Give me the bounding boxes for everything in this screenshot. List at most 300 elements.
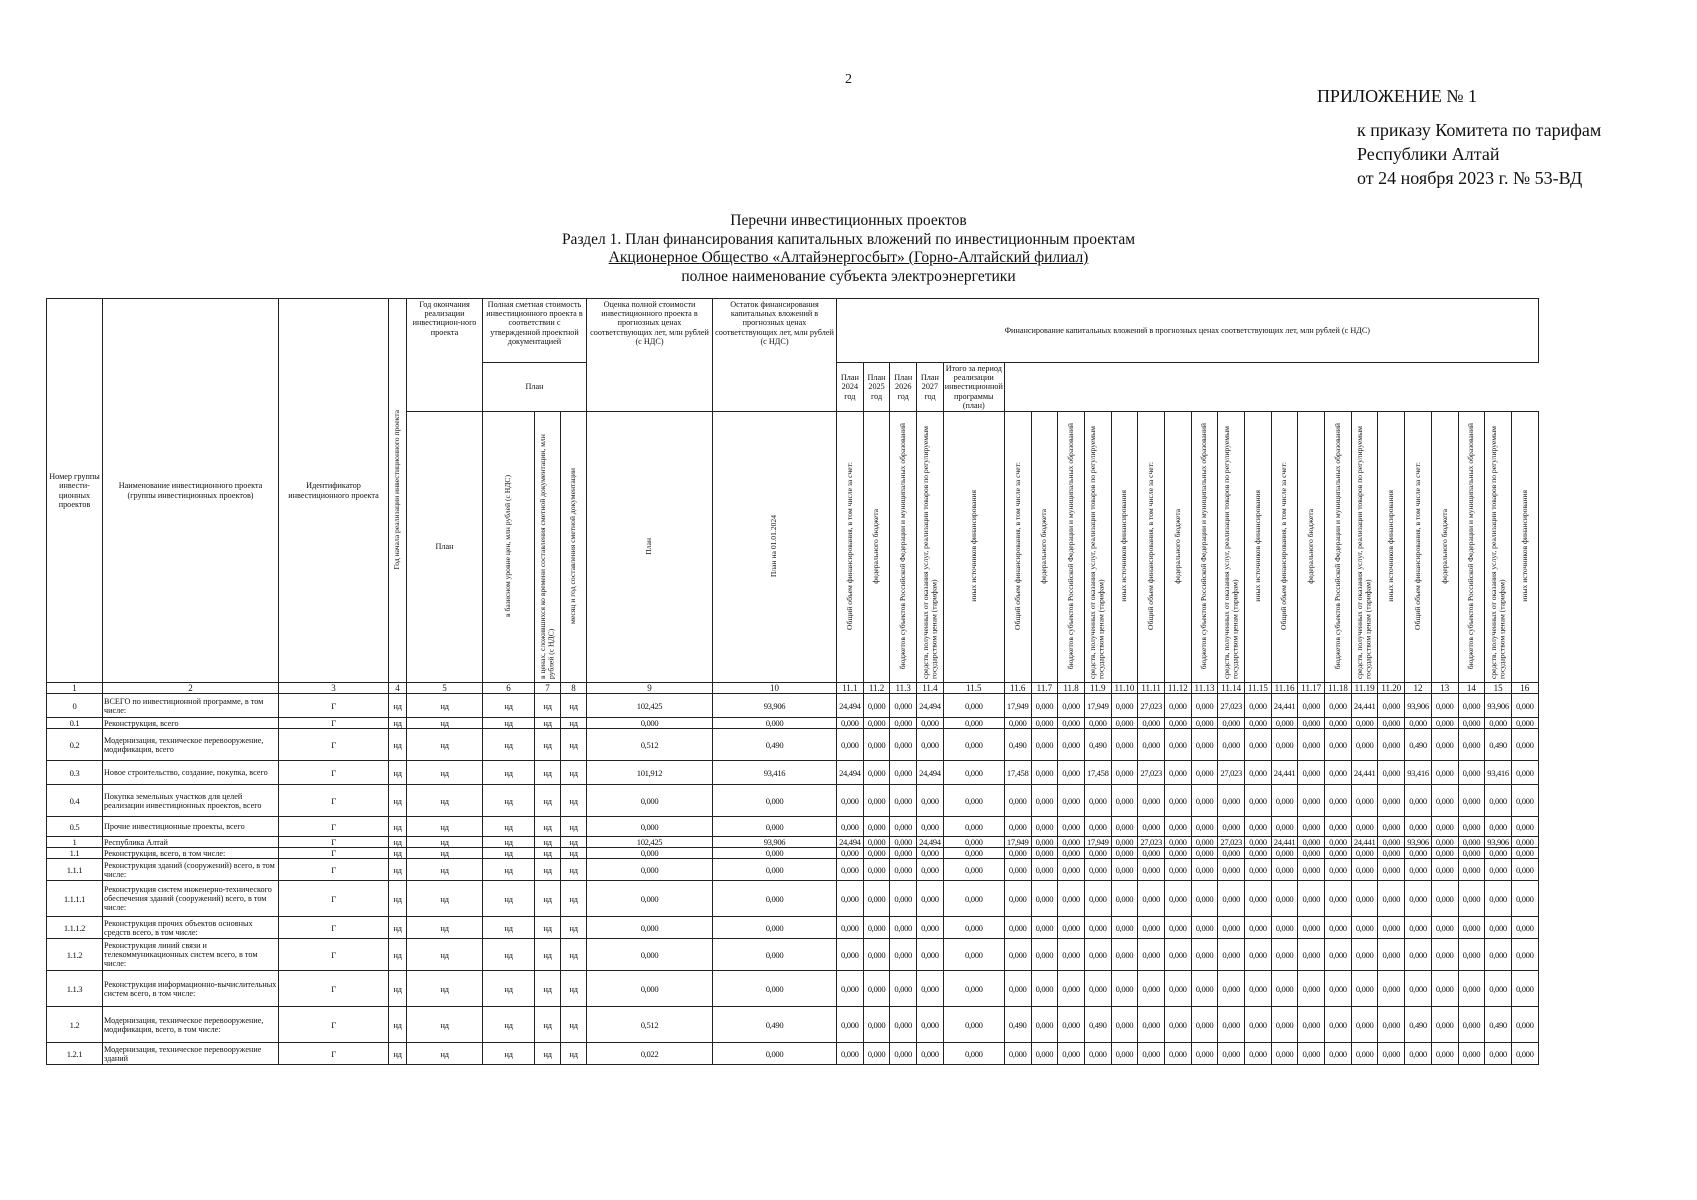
- header-sub-column: [1164, 412, 1191, 683]
- row-financing-value: 0,000: [943, 939, 1004, 971]
- row-financing-value: 0,000: [1218, 817, 1245, 837]
- header-sub-column-text: Общий объем финансирования, в том числе за счет:: [1412, 461, 1422, 630]
- header-sub-column-text: федерального бюджета: [1439, 508, 1449, 584]
- column-number: 11.2: [863, 683, 890, 694]
- row-financing-value: 0,000: [917, 718, 944, 729]
- row-identifier: Г: [279, 1043, 389, 1065]
- row-financing-value: 0,000: [943, 971, 1004, 1007]
- header-sub-column: [1138, 412, 1165, 683]
- row-value: нд: [407, 917, 483, 939]
- row-financing-value: 0,000: [1405, 817, 1432, 837]
- row-value: нд: [389, 837, 407, 848]
- row-financing-value: 0,000: [1218, 785, 1245, 817]
- row-financing-value: 0,000: [1111, 785, 1138, 817]
- row-financing-value: 0,000: [1298, 761, 1325, 785]
- row-financing-value: 0,000: [1031, 917, 1058, 939]
- row-financing-value: 0,000: [917, 785, 944, 817]
- row-financing-value: 0,000: [1245, 917, 1272, 939]
- column-number: 4: [389, 683, 407, 694]
- row-value: нд: [535, 1007, 561, 1043]
- row-financing-value: 0,000: [1431, 837, 1458, 848]
- row-financing-value: 24,441: [1351, 761, 1378, 785]
- row-number: 0.1: [47, 718, 103, 729]
- row-value: нд: [561, 848, 587, 859]
- row-financing-value: 0,000: [1058, 917, 1085, 939]
- column-number: 5: [407, 683, 483, 694]
- row-financing-value: 0,000: [1378, 729, 1405, 761]
- row-value: нд: [407, 848, 483, 859]
- row-value: нд: [483, 837, 535, 848]
- header-sub-column: [863, 412, 890, 683]
- table-row: [47, 848, 1539, 859]
- row-financing-value: 0,000: [1058, 718, 1085, 729]
- column-number: 11.5: [943, 683, 1004, 694]
- row-identifier: Г: [279, 848, 389, 859]
- row-number: 1.2.1: [47, 1043, 103, 1065]
- row-financing-value: 0,000: [1378, 859, 1405, 881]
- row-estimate: 102,425: [587, 694, 713, 718]
- header-sub-column-text: федерального бюджета: [1172, 508, 1182, 584]
- row-financing-value: 0,000: [1485, 917, 1512, 939]
- header-sub-column: [1218, 412, 1245, 683]
- document-title: Перечни инвестиционных проектов: [730, 212, 967, 229]
- row-value: нд: [389, 848, 407, 859]
- row-financing-value: 0,000: [943, 817, 1004, 837]
- row-financing-value: 0,000: [1378, 837, 1405, 848]
- row-financing-value: 0,000: [1138, 859, 1165, 881]
- row-financing-value: 0,000: [1405, 718, 1432, 729]
- row-financing-value: 0,000: [1378, 881, 1405, 917]
- row-financing-value: 0,490: [1004, 1007, 1031, 1043]
- row-financing-value: 0,000: [1511, 1007, 1538, 1043]
- column-number: 3: [279, 683, 389, 694]
- row-remainder: 0,000: [713, 859, 837, 881]
- row-number: 0.3: [47, 761, 103, 785]
- row-financing-value: 0,000: [1511, 761, 1538, 785]
- column-number: 6: [483, 683, 535, 694]
- row-value: нд: [407, 718, 483, 729]
- row-financing-value: 0,000: [943, 848, 1004, 859]
- row-financing-value: 0,000: [1485, 817, 1512, 837]
- row-financing-value: 0,000: [1351, 817, 1378, 837]
- row-number: 1.1.1: [47, 859, 103, 881]
- row-financing-value: 0,000: [1164, 848, 1191, 859]
- row-financing-value: 0,000: [1058, 837, 1085, 848]
- header-base-prices: [483, 412, 535, 683]
- row-financing-value: 0,000: [1271, 971, 1298, 1007]
- row-value: нд: [561, 939, 587, 971]
- table-row: [47, 729, 1539, 761]
- row-financing-value: 0,000: [1058, 694, 1085, 718]
- row-financing-value: 0,000: [1271, 817, 1298, 837]
- header-sub-column: [890, 412, 917, 683]
- row-financing-value: 0,000: [1378, 971, 1405, 1007]
- row-name: Реконструкция прочих объектов основных средств всего, в том числе:: [103, 917, 279, 939]
- row-value: нд: [561, 859, 587, 881]
- row-name: Прочие инвестиционные проекты, всего: [103, 817, 279, 837]
- row-number: 1.2: [47, 1007, 103, 1043]
- row-financing-value: 0,000: [1378, 817, 1405, 837]
- row-value: нд: [483, 881, 535, 917]
- row-financing-value: 0,000: [1084, 848, 1111, 859]
- row-estimate: 0,000: [587, 718, 713, 729]
- row-financing-value: 0,000: [837, 1007, 864, 1043]
- row-financing-value: 0,000: [863, 1043, 890, 1065]
- row-financing-value: 0,000: [1325, 881, 1352, 917]
- row-financing-value: 0,000: [837, 971, 864, 1007]
- row-financing-value: 17,949: [1004, 694, 1031, 718]
- row-remainder: 93,416: [713, 761, 837, 785]
- header-sub-column-text: Общий объем финансирования, в том числе за счет:: [1145, 461, 1155, 630]
- row-value: нд: [483, 848, 535, 859]
- row-financing-value: 0,000: [1325, 1007, 1352, 1043]
- row-value: нд: [535, 881, 561, 917]
- row-value: нд: [483, 729, 535, 761]
- row-financing-value: 0,000: [917, 1007, 944, 1043]
- column-number: 11.8: [1058, 683, 1085, 694]
- row-financing-value: 0,000: [1325, 859, 1352, 881]
- row-financing-value: 0,000: [1431, 761, 1458, 785]
- column-number: 13: [1431, 683, 1458, 694]
- row-financing-value: 0,000: [890, 837, 917, 848]
- row-financing-value: 0,000: [917, 939, 944, 971]
- column-number: 12: [1405, 683, 1432, 694]
- row-financing-value: 0,000: [1431, 881, 1458, 917]
- row-remainder: 0,490: [713, 1007, 837, 1043]
- row-financing-value: 0,000: [1458, 881, 1485, 917]
- row-financing-value: 0,000: [890, 917, 917, 939]
- row-estimate: 0,512: [587, 1007, 713, 1043]
- column-number: 1: [47, 683, 103, 694]
- row-number: 0: [47, 694, 103, 718]
- row-financing-value: 0,000: [943, 837, 1004, 848]
- row-financing-value: 0,000: [1191, 817, 1218, 837]
- page-number: 2: [845, 72, 852, 87]
- column-number: 11.3: [890, 683, 917, 694]
- row-estimate: 0,000: [587, 971, 713, 1007]
- row-financing-value: 0,000: [1325, 1043, 1352, 1065]
- row-financing-value: 0,000: [1245, 848, 1272, 859]
- header-remainder-plan: [713, 412, 837, 683]
- row-financing-value: 0,000: [1138, 917, 1165, 939]
- row-financing-value: 0,000: [890, 971, 917, 1007]
- row-financing-value: 0,000: [1004, 881, 1031, 917]
- header-estimate: Оценка полной стоимости инвестиционного проекта в прогнозных ценах соответствующих лет, млн рублей (с НДС): [587, 299, 713, 412]
- row-financing-value: 0,000: [1111, 881, 1138, 917]
- row-financing-value: 0,000: [1164, 817, 1191, 837]
- row-financing-value: 0,000: [1058, 729, 1085, 761]
- row-financing-value: 0,000: [1271, 859, 1298, 881]
- row-financing-value: 0,000: [1164, 729, 1191, 761]
- header-sub-column: [1431, 412, 1458, 683]
- row-financing-value: 0,000: [1084, 718, 1111, 729]
- header-sub-column-text: средств, полученных от оказания услуг, реализации товаров по регулируемым государством ценам (тарифам): [1221, 425, 1240, 679]
- row-financing-value: 0,000: [837, 917, 864, 939]
- row-remainder: 0,000: [713, 817, 837, 837]
- row-financing-value: 0,000: [1245, 859, 1272, 881]
- row-financing-value: 0,000: [1031, 761, 1058, 785]
- row-financing-value: 0,000: [1218, 971, 1245, 1007]
- row-number: 0.4: [47, 785, 103, 817]
- column-number: 11.1: [837, 683, 864, 694]
- row-identifier: Г: [279, 1007, 389, 1043]
- row-value: нд: [561, 761, 587, 785]
- row-value: нд: [535, 729, 561, 761]
- row-financing-value: 0,000: [917, 917, 944, 939]
- table-row: [47, 971, 1539, 1007]
- column-number: 11.18: [1325, 683, 1352, 694]
- row-financing-value: 0,000: [1325, 729, 1352, 761]
- row-financing-value: 0,000: [1245, 729, 1272, 761]
- header-period-1: План 2024 год: [837, 363, 864, 412]
- row-value: нд: [389, 971, 407, 1007]
- header-sub-column-text: Общий объем финансирования, в том числе за счет:: [1012, 461, 1022, 630]
- row-financing-value: 0,000: [1271, 917, 1298, 939]
- table-row: [47, 785, 1539, 817]
- header-sub-column-text: иных источников финансирования: [968, 490, 978, 602]
- row-financing-value: 0,000: [1325, 718, 1352, 729]
- row-financing-value: 0,490: [1485, 729, 1512, 761]
- header-identifier: Идентификатор инвестиционного проекта: [279, 299, 389, 683]
- row-financing-value: 0,000: [1485, 1043, 1512, 1065]
- row-financing-value: 0,000: [1164, 718, 1191, 729]
- row-financing-value: 0,000: [1298, 917, 1325, 939]
- company-name: Акционерное Общество «Алтайэнергосбыт» (Горно-Алтайский филиал): [608, 249, 1089, 266]
- column-number: 11.4: [917, 683, 944, 694]
- row-value: нд: [561, 881, 587, 917]
- row-identifier: Г: [279, 837, 389, 848]
- row-financing-value: 0,000: [1511, 939, 1538, 971]
- row-number: 1.1: [47, 848, 103, 859]
- row-name: Модернизация, техническое перевооружение, модификация, всего, в том числе:: [103, 1007, 279, 1043]
- row-financing-value: 0,000: [1325, 817, 1352, 837]
- row-financing-value: 0,000: [1431, 785, 1458, 817]
- row-financing-value: 0,000: [1245, 761, 1272, 785]
- row-financing-value: 0,000: [1084, 939, 1111, 971]
- header-sub-column: [1351, 412, 1378, 683]
- row-value: нд: [389, 761, 407, 785]
- row-financing-value: 0,000: [863, 971, 890, 1007]
- table-row: [47, 817, 1539, 837]
- row-financing-value: 0,000: [863, 785, 890, 817]
- row-financing-value: 0,000: [1431, 694, 1458, 718]
- row-financing-value: 0,000: [863, 817, 890, 837]
- appendix-title: ПРИЛОЖЕНИЕ № 1: [1316, 86, 1477, 106]
- row-financing-value: 0,000: [863, 859, 890, 881]
- row-financing-value: 0,000: [890, 817, 917, 837]
- row-remainder: 0,000: [713, 939, 837, 971]
- row-financing-value: 0,000: [1298, 1043, 1325, 1065]
- row-financing-value: 0,000: [1004, 718, 1031, 729]
- row-financing-value: 0,000: [1031, 1043, 1058, 1065]
- row-financing-value: 0,000: [1378, 761, 1405, 785]
- row-financing-value: 24,441: [1351, 837, 1378, 848]
- row-financing-value: 0,000: [1191, 917, 1218, 939]
- row-financing-value: 0,000: [1431, 1043, 1458, 1065]
- row-financing-value: 24,494: [917, 761, 944, 785]
- row-financing-value: 0,000: [1431, 848, 1458, 859]
- column-number: 11.19: [1351, 683, 1378, 694]
- row-financing-value: 0,000: [1058, 1007, 1085, 1043]
- row-financing-value: 0,000: [1325, 939, 1352, 971]
- row-value: нд: [407, 1007, 483, 1043]
- header-sub-column-text: средств, полученных от оказания услуг, реализации товаров по регулируемым государством ценам (тарифам): [1088, 425, 1106, 679]
- row-financing-value: 0,000: [890, 1007, 917, 1043]
- row-value: нд: [407, 761, 483, 785]
- row-financing-value: 0,000: [1164, 1007, 1191, 1043]
- row-financing-value: 0,000: [1351, 729, 1378, 761]
- row-financing-value: 93,906: [1485, 694, 1512, 718]
- row-financing-value: 0,000: [1245, 694, 1272, 718]
- row-name: Реконструкция информационно-вычислительных систем всего, в том числе:: [103, 971, 279, 1007]
- row-financing-value: 24,494: [837, 837, 864, 848]
- row-name: Модернизация, техническое перевооружение зданий: [103, 1043, 279, 1065]
- header-period-5: Итого за период реализации инвестиционной программы (план): [944, 364, 1003, 410]
- row-financing-value: 0,490: [1084, 1007, 1111, 1043]
- row-value: нд: [483, 761, 535, 785]
- row-estimate: 101,912: [587, 761, 713, 785]
- row-value: нд: [535, 848, 561, 859]
- row-name: Реконструкция линий связи и телекоммуникационных систем всего, в том числе:: [103, 939, 279, 971]
- row-financing-value: 0,490: [1004, 729, 1031, 761]
- row-financing-value: 0,000: [1111, 859, 1138, 881]
- row-number: 1: [47, 837, 103, 848]
- row-identifier: Г: [279, 761, 389, 785]
- row-financing-value: 0,000: [917, 859, 944, 881]
- column-number: 15: [1485, 683, 1512, 694]
- row-financing-value: 0,000: [837, 939, 864, 971]
- row-financing-value: 0,000: [943, 917, 1004, 939]
- row-financing-value: 0,000: [1164, 761, 1191, 785]
- row-financing-value: 0,000: [1245, 785, 1272, 817]
- row-financing-value: 0,000: [1191, 971, 1218, 1007]
- row-financing-value: 0,490: [1405, 1007, 1432, 1043]
- row-financing-value: 0,000: [1511, 848, 1538, 859]
- row-financing-value: 0,000: [863, 939, 890, 971]
- header-sub-column: [943, 412, 1004, 683]
- row-financing-value: 0,000: [1164, 837, 1191, 848]
- row-value: нд: [535, 718, 561, 729]
- header-estimate-plan: [587, 412, 713, 683]
- row-remainder: 0,000: [713, 718, 837, 729]
- column-number: 11.12: [1164, 683, 1191, 694]
- row-financing-value: 0,000: [1298, 729, 1325, 761]
- row-financing-value: 0,000: [863, 848, 890, 859]
- header-sub-column-text: бюджетов субъектов Российской Федерации и муниципальных образований: [1065, 422, 1075, 670]
- row-value: нд: [407, 729, 483, 761]
- row-financing-value: 0,000: [1084, 859, 1111, 881]
- row-remainder: 0,000: [713, 1043, 837, 1065]
- row-value: нд: [407, 881, 483, 917]
- row-financing-value: 0,000: [1004, 785, 1031, 817]
- row-financing-value: 0,000: [917, 817, 944, 837]
- row-financing-value: 0,000: [1111, 817, 1138, 837]
- row-financing-value: 0,000: [1271, 881, 1298, 917]
- row-financing-value: 0,000: [1485, 859, 1512, 881]
- row-estimate: 0,512: [587, 729, 713, 761]
- row-financing-value: 0,000: [863, 729, 890, 761]
- row-financing-value: 24,441: [1271, 837, 1298, 848]
- header-current-prices: [535, 412, 561, 683]
- row-financing-value: 0,000: [1431, 939, 1458, 971]
- column-number: 14: [1458, 683, 1485, 694]
- header-sub-column-text: средств, полученных от оказания услуг, реализации товаров по регулируемым государством ценам (тарифам): [1355, 425, 1373, 679]
- row-name: Реконструкция, всего, в том числе:: [103, 848, 279, 859]
- header-sub-column: [917, 412, 944, 683]
- row-financing-value: 0,000: [837, 729, 864, 761]
- row-financing-value: 0,000: [1004, 859, 1031, 881]
- row-financing-value: 0,000: [890, 785, 917, 817]
- table-row: [47, 859, 1539, 881]
- row-financing-value: 0,000: [1084, 817, 1111, 837]
- row-financing-value: 0,000: [943, 718, 1004, 729]
- header-sub-column-text: бюджетов субъектов Российской Федерации и муниципальных образований: [1332, 422, 1342, 670]
- order-reference-line: Республики Алтай: [1357, 144, 1500, 164]
- row-financing-value: 0,000: [1058, 881, 1085, 917]
- row-value: нд: [389, 694, 407, 718]
- row-financing-value: 0,000: [1218, 881, 1245, 917]
- row-financing-value: 0,000: [1191, 848, 1218, 859]
- column-number: 11.15: [1245, 683, 1272, 694]
- section-title: Раздел 1. План финансирования капитальных вложений по инвестиционным проектам: [561, 230, 1136, 248]
- header-period-2: План 2025 год: [863, 363, 890, 412]
- document-titles: [0, 212, 1697, 286]
- row-value: нд: [483, 718, 535, 729]
- row-financing-value: 0,000: [1191, 761, 1218, 785]
- row-financing-value: 0,490: [1084, 729, 1111, 761]
- row-financing-value: 0,000: [1511, 859, 1538, 881]
- row-financing-value: 0,000: [1325, 848, 1352, 859]
- row-financing-value: 0,000: [1325, 971, 1352, 1007]
- row-financing-value: 0,000: [1111, 729, 1138, 761]
- row-financing-value: 0,000: [837, 785, 864, 817]
- row-financing-value: 0,000: [1271, 729, 1298, 761]
- row-value: нд: [483, 859, 535, 881]
- row-financing-value: 0,000: [1164, 971, 1191, 1007]
- row-financing-value: 0,000: [1111, 1007, 1138, 1043]
- row-estimate: 0,022: [587, 1043, 713, 1065]
- header-estimate-plan-text: План: [644, 537, 654, 555]
- row-value: нд: [535, 761, 561, 785]
- row-value: нд: [535, 694, 561, 718]
- row-financing-value: 0,000: [1351, 1043, 1378, 1065]
- row-financing-value: 0,000: [1138, 881, 1165, 917]
- header-sub-column-text: иных источников финансирования: [1386, 490, 1396, 602]
- row-estimate: 0,000: [587, 881, 713, 917]
- column-number-row: [47, 683, 1539, 694]
- row-financing-value: 0,000: [1298, 694, 1325, 718]
- row-financing-value: 0,000: [1245, 881, 1272, 917]
- row-value: нд: [561, 694, 587, 718]
- row-financing-value: 0,000: [1111, 718, 1138, 729]
- row-number: 1.1.1.2: [47, 917, 103, 939]
- row-financing-value: 0,000: [1458, 729, 1485, 761]
- row-financing-value: 0,000: [1138, 729, 1165, 761]
- row-financing-value: 0,000: [1111, 694, 1138, 718]
- column-number: 11.9: [1084, 683, 1111, 694]
- header-sub-column-text: средств, полученных от оказания услуг, реализации товаров по регулируемым государством ценам (тарифам): [920, 425, 938, 679]
- row-identifier: Г: [279, 729, 389, 761]
- row-financing-value: 0,000: [1511, 837, 1538, 848]
- row-financing-value: 0,000: [1084, 881, 1111, 917]
- header-period-3: План 2026 год: [890, 363, 917, 412]
- row-financing-value: 0,000: [1271, 1043, 1298, 1065]
- row-value: нд: [561, 1007, 587, 1043]
- row-financing-value: 0,000: [1298, 971, 1325, 1007]
- row-financing-value: 0,000: [1405, 881, 1432, 917]
- row-financing-value: 0,000: [1298, 837, 1325, 848]
- row-financing-value: 24,494: [837, 694, 864, 718]
